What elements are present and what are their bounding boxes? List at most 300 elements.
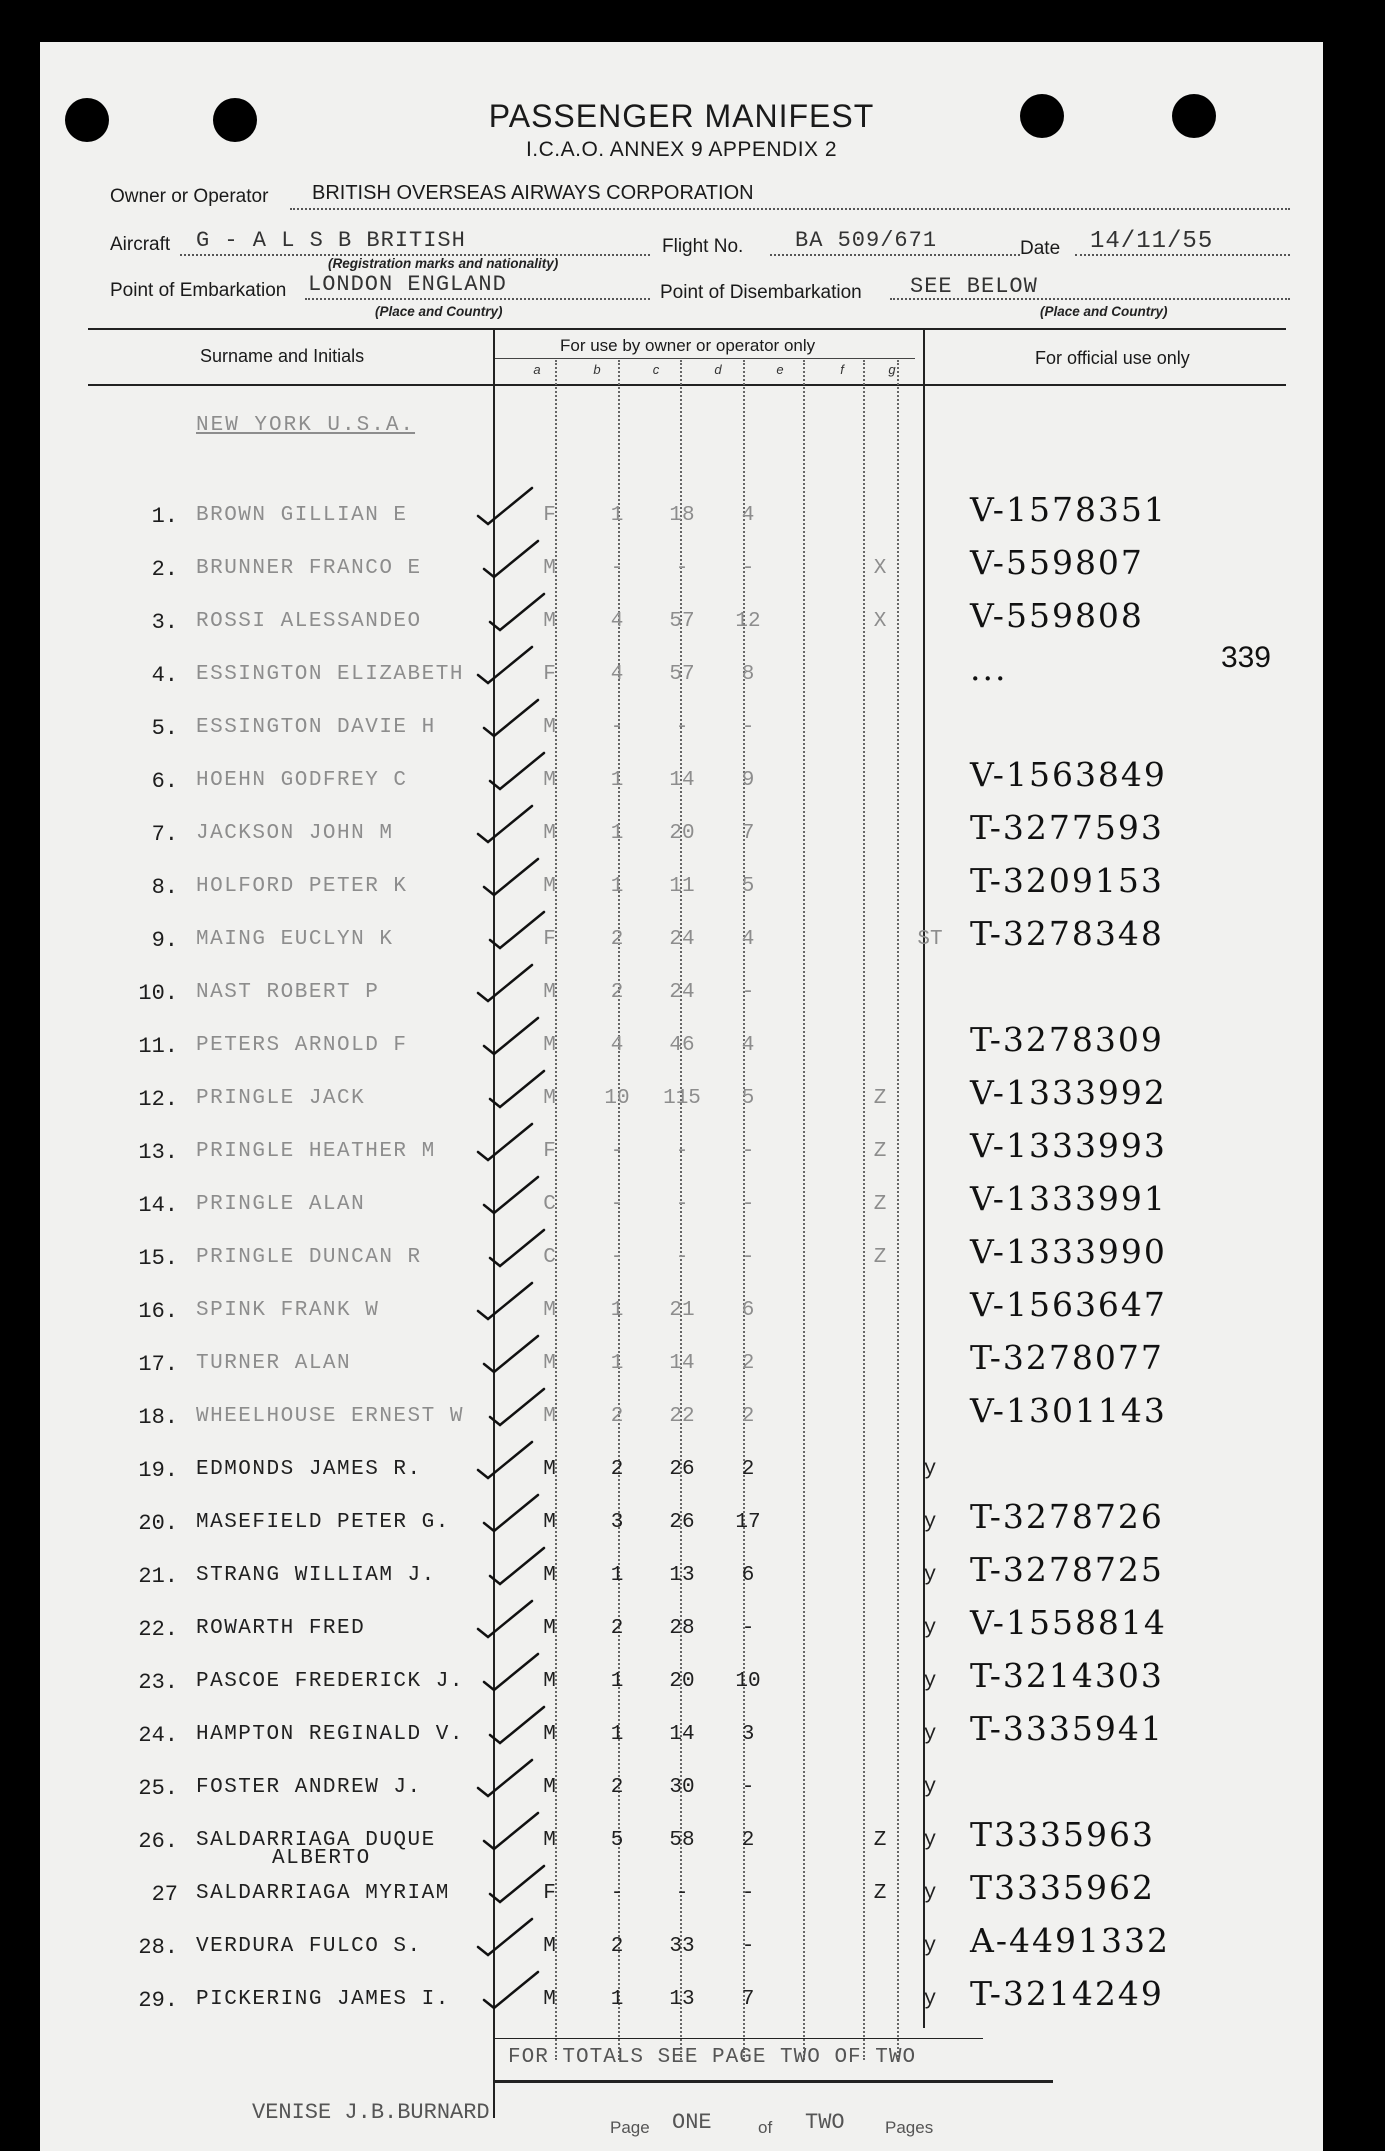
row-number: 14. xyxy=(138,1193,178,1218)
row-number: 22. xyxy=(138,1617,178,1642)
extra-cell: 10 xyxy=(735,1670,761,1693)
pieces-cell: 4 xyxy=(610,610,624,633)
flag-g-cell: y xyxy=(923,1882,937,1905)
pieces-cell: 1 xyxy=(610,1299,624,1322)
check-mark-icon xyxy=(476,1966,556,2016)
pieces-cell: 2 xyxy=(610,1776,624,1799)
flag-g-cell: ST xyxy=(917,928,943,951)
signature: VENISE J.B.BURNARD xyxy=(252,2100,490,2125)
sex-cell: M xyxy=(543,1829,556,1852)
weight-cell: 24 xyxy=(669,928,695,951)
extra-cell: 3 xyxy=(741,1723,755,1746)
row-number: 18. xyxy=(138,1405,178,1430)
passenger-name: PRINGLE ALAN xyxy=(196,1193,366,1216)
weight-cell: 57 xyxy=(669,610,695,633)
sex-cell: F xyxy=(543,1882,556,1905)
official-number: V-1578351 xyxy=(970,490,1167,529)
weight-cell: - xyxy=(675,1140,689,1163)
sex-cell: F xyxy=(543,1140,556,1163)
sex-cell: M xyxy=(543,1511,556,1534)
row-number: 1. xyxy=(151,504,178,529)
sex-cell: M xyxy=(543,1670,556,1693)
flag-g-cell: y xyxy=(923,1458,937,1481)
weight-cell: 13 xyxy=(669,1988,695,2011)
sex-cell: M xyxy=(543,557,556,580)
row-number: 3. xyxy=(151,610,178,635)
extra-cell: - xyxy=(741,1193,755,1216)
row-number: 27 xyxy=(151,1882,178,1907)
extra-cell: 9 xyxy=(741,769,755,792)
pieces-cell: 1 xyxy=(610,769,624,792)
extra-cell: - xyxy=(741,981,755,1004)
row-number: 23. xyxy=(138,1670,178,1695)
sex-cell: M xyxy=(543,1458,556,1481)
row-number: 10. xyxy=(138,981,178,1006)
official-number: T-3278077 xyxy=(970,1338,1164,1377)
check-mark-icon xyxy=(476,1171,556,1221)
weight-cell: - xyxy=(675,716,689,739)
of-value: TWO xyxy=(805,2110,845,2135)
row-number: 28. xyxy=(138,1935,178,1960)
passenger-name: JACKSON JOHN M xyxy=(196,822,394,845)
passenger-name: MASEFIELD PETER G. xyxy=(196,1511,450,1534)
passenger-name: HAMPTON REGINALD V. xyxy=(196,1723,464,1746)
passenger-name: WHEELHOUSE ERNEST W xyxy=(196,1405,464,1428)
date-label: Date xyxy=(1020,238,1061,259)
table-row xyxy=(40,981,1323,1021)
flag-f-cell: Z xyxy=(873,1829,887,1852)
check-mark-icon xyxy=(476,1012,556,1062)
weight-cell: 14 xyxy=(669,769,695,792)
pieces-cell: - xyxy=(610,716,624,739)
row-number: 12. xyxy=(138,1087,178,1112)
check-mark-icon xyxy=(470,1595,550,1645)
pieces-cell: - xyxy=(610,1140,624,1163)
row-number: 19. xyxy=(138,1458,178,1483)
check-mark-icon xyxy=(476,1648,556,1698)
pieces-cell: - xyxy=(610,1882,624,1905)
pieces-cell: 2 xyxy=(610,981,624,1004)
official-number: V-559807 xyxy=(970,543,1144,582)
extra-cell: - xyxy=(741,1776,755,1799)
manifest-sheet xyxy=(40,42,1323,2151)
weight-cell: 115 xyxy=(663,1087,701,1110)
table-row xyxy=(40,1232,1323,1286)
extra-cell: 4 xyxy=(741,928,755,951)
document-title: PASSENGER MANIFEST xyxy=(488,98,875,134)
pieces-cell: 2 xyxy=(610,1405,624,1428)
extra-cell: 12 xyxy=(735,610,761,633)
aircraft-label: Aircraft xyxy=(110,234,171,255)
row-number: 24. xyxy=(138,1723,178,1748)
pieces-cell: 2 xyxy=(610,1935,624,1958)
extra-cell: 6 xyxy=(741,1299,755,1322)
row-number: 26. xyxy=(138,1829,178,1854)
table-row xyxy=(40,1974,1323,2028)
table-row xyxy=(40,1179,1323,1233)
weight-cell: 22 xyxy=(669,1405,695,1428)
check-mark-icon xyxy=(476,1807,556,1857)
weight-cell: 13 xyxy=(669,1564,695,1587)
official-number: V-1333992 xyxy=(970,1073,1167,1112)
sex-cell: F xyxy=(543,663,556,686)
pieces-cell: 2 xyxy=(610,1617,624,1640)
check-mark-icon xyxy=(482,906,562,956)
extra-cell: - xyxy=(741,1882,755,1905)
weight-cell: - xyxy=(675,1246,689,1269)
pieces-cell: 2 xyxy=(610,1458,624,1481)
official-number: V-1333991 xyxy=(970,1179,1167,1218)
flag-f-cell: Z xyxy=(873,1193,887,1216)
table-row xyxy=(40,1126,1323,1180)
flag-g-cell: y xyxy=(923,1988,937,2011)
row-number: 25. xyxy=(138,1776,178,1801)
check-mark-icon xyxy=(476,853,556,903)
sex-cell: M xyxy=(543,981,556,1004)
extra-cell: 2 xyxy=(741,1458,755,1481)
passenger-name: SALDARRIAGA DUQUE xyxy=(196,1829,436,1852)
sex-cell: M xyxy=(543,1935,556,1958)
official-number: T-3278725 xyxy=(970,1550,1164,1589)
pieces-cell: - xyxy=(610,1193,624,1216)
extra-cell: 2 xyxy=(741,1829,755,1852)
check-mark-icon xyxy=(476,694,556,744)
passenger-name: BROWN GILLIAN E xyxy=(196,504,408,527)
sex-cell: M xyxy=(543,1034,556,1057)
table-row xyxy=(40,1391,1323,1445)
table-row xyxy=(40,808,1323,862)
pieces-cell: 5 xyxy=(610,1829,624,1852)
sex-cell: M xyxy=(543,1087,556,1110)
passenger-name: SALDARRIAGA MYRIAM xyxy=(196,1882,450,1905)
extra-cell: - xyxy=(741,1617,755,1640)
table-row xyxy=(40,1868,1323,1922)
table-row xyxy=(40,1921,1323,1975)
table-row xyxy=(40,1815,1323,1870)
owner-use-header: For use by owner or operator only xyxy=(560,336,816,355)
passenger-name: PRINGLE HEATHER M xyxy=(196,1140,436,1163)
official-number: V-1563647 xyxy=(970,1285,1167,1324)
official-number: T-3214303 xyxy=(970,1656,1164,1695)
flag-g-cell: y xyxy=(923,1670,937,1693)
table-row xyxy=(40,1497,1323,1551)
official-number: T-3335941 xyxy=(970,1709,1164,1748)
aircraft-note: (Registration marks and nationality) xyxy=(328,256,559,271)
subcolumn-c: c xyxy=(652,362,660,377)
subcolumn-e: e xyxy=(776,362,784,377)
check-mark-icon xyxy=(470,1436,550,1486)
official-number: A-4491332 xyxy=(970,1921,1170,1960)
check-mark-icon xyxy=(470,800,550,850)
check-mark-icon xyxy=(476,535,556,585)
passenger-name: PRINGLE DUNCAN R xyxy=(196,1246,422,1269)
official-number: V-559808 xyxy=(970,596,1144,635)
official-number: T-3278309 xyxy=(970,1020,1164,1059)
extra-cell: - xyxy=(741,716,755,739)
row-number: 13. xyxy=(138,1140,178,1165)
table-row xyxy=(40,1776,1323,1816)
page-value: ONE xyxy=(672,2110,712,2135)
sex-cell: M xyxy=(543,1776,556,1799)
destination-heading: NEW YORK U.S.A. xyxy=(196,414,416,437)
sex-cell: C xyxy=(543,1193,556,1216)
official-use-header: For official use only xyxy=(1035,348,1190,368)
official-number: ... xyxy=(970,649,1008,688)
date-value: 14/11/55 xyxy=(1090,228,1214,255)
table-row xyxy=(40,490,1323,544)
owner-label: Owner or Operator xyxy=(110,186,269,207)
pieces-cell: - xyxy=(610,557,624,580)
check-mark-icon xyxy=(470,1754,550,1804)
table-row xyxy=(40,1550,1323,1604)
flight-value: BA 509/671 xyxy=(795,228,938,253)
passenger-name: ROSSI ALESSANDEO xyxy=(196,610,422,633)
flight-label: Flight No. xyxy=(662,236,744,257)
weight-cell: 57 xyxy=(669,663,695,686)
page-label: Page xyxy=(610,2118,650,2137)
row-number: 15. xyxy=(138,1246,178,1271)
passenger-name: SPINK FRANK W xyxy=(196,1299,380,1322)
flag-f-cell: Z xyxy=(873,1882,887,1905)
extra-cell: 8 xyxy=(741,663,755,686)
passenger-name: HOEHN GODFREY C xyxy=(196,769,408,792)
weight-cell: - xyxy=(675,557,689,580)
embarkation-value: LONDON ENGLAND xyxy=(308,272,507,297)
flag-f-cell: X xyxy=(873,610,887,633)
official-number: T3335962 xyxy=(970,1868,1155,1907)
row-number: 4. xyxy=(151,663,178,688)
disembarkation-value: SEE BELOW xyxy=(910,274,1038,299)
disembarkation-label: Point of Disembarkation xyxy=(660,282,862,303)
sex-cell: M xyxy=(543,1988,556,2011)
table-row xyxy=(40,716,1323,756)
row-number: 16. xyxy=(138,1299,178,1324)
official-number: V-1333993 xyxy=(970,1126,1167,1165)
flag-g-cell: y xyxy=(923,1617,937,1640)
row-number: 8. xyxy=(151,875,178,900)
extra-cell: 5 xyxy=(741,875,755,898)
sex-cell: M xyxy=(543,875,556,898)
official-number: V-1563849 xyxy=(970,755,1167,794)
passenger-name: PRINGLE JACK xyxy=(196,1087,366,1110)
row-number: 7. xyxy=(151,822,178,847)
row-number: 2. xyxy=(151,557,178,582)
extra-cell: 6 xyxy=(741,1564,755,1587)
flag-f-cell: Z xyxy=(873,1140,887,1163)
weight-cell: 30 xyxy=(669,1776,695,1799)
extra-cell: 7 xyxy=(741,822,755,845)
table-row xyxy=(40,596,1323,650)
check-mark-icon xyxy=(482,1542,562,1592)
check-mark-icon xyxy=(476,1330,556,1380)
table-row xyxy=(40,1656,1323,1710)
passenger-name: VERDURA FULCO S. xyxy=(196,1935,422,1958)
row-number: 21. xyxy=(138,1564,178,1589)
table-row xyxy=(40,861,1323,915)
table-row xyxy=(40,1073,1323,1127)
extra-cell: 5 xyxy=(741,1087,755,1110)
pieces-cell: 1 xyxy=(610,1352,624,1375)
table-row xyxy=(40,914,1323,968)
flag-f-cell: X xyxy=(873,557,887,580)
subcolumn-b: b xyxy=(593,362,601,377)
official-number: T-3278348 xyxy=(970,914,1164,953)
owner-value: BRITISH OVERSEAS AIRWAYS CORPORATION xyxy=(312,182,754,204)
check-mark-icon xyxy=(476,1489,556,1539)
flag-g-cell: y xyxy=(923,1935,937,1958)
weight-cell: 46 xyxy=(669,1034,695,1057)
passenger-name: PASCOE FREDERICK J. xyxy=(196,1670,464,1693)
pieces-cell: 1 xyxy=(610,1564,624,1587)
passenger-name: MAING EUCLYN K xyxy=(196,928,394,951)
pieces-cell: 2 xyxy=(610,928,624,951)
weight-cell: 18 xyxy=(669,504,695,527)
subcolumn-d: d xyxy=(714,362,722,377)
pieces-cell: 10 xyxy=(604,1087,630,1110)
weight-cell: 33 xyxy=(669,1935,695,1958)
table-row xyxy=(40,1285,1323,1339)
passenger-name: BRUNNER FRANCO E xyxy=(196,557,422,580)
passenger-name: ESSINGTON ELIZABETH xyxy=(196,663,464,686)
weight-cell: 26 xyxy=(669,1511,695,1534)
sex-cell: M xyxy=(543,1352,556,1375)
row-number: 6. xyxy=(151,769,178,794)
disembarkation-note: (Place and Country) xyxy=(1040,304,1168,319)
check-mark-icon xyxy=(482,1860,562,1910)
check-mark-icon xyxy=(470,1277,550,1327)
official-number: T-3277593 xyxy=(970,808,1164,847)
pieces-cell: 1 xyxy=(610,875,624,898)
table-row xyxy=(40,1603,1323,1657)
passenger-name: NAST ROBERT P xyxy=(196,981,380,1004)
sex-cell: M xyxy=(543,1405,556,1428)
extra-cell: - xyxy=(741,1935,755,1958)
table-row xyxy=(40,543,1323,597)
sex-cell: M xyxy=(543,1723,556,1746)
extra-cell: - xyxy=(741,557,755,580)
page-count-note: 339 xyxy=(1220,641,1271,674)
flag-g-cell: y xyxy=(923,1511,937,1534)
official-number: V-1333990 xyxy=(970,1232,1167,1271)
passenger-name: ESSINGTON DAVIE H xyxy=(196,716,436,739)
pieces-cell: 4 xyxy=(610,663,624,686)
extra-cell: 7 xyxy=(741,1988,755,2011)
embarkation-label: Point of Embarkation xyxy=(110,280,287,301)
official-number: V-1301143 xyxy=(970,1391,1167,1430)
weight-cell: 24 xyxy=(669,981,695,1004)
check-mark-icon xyxy=(482,588,562,638)
check-mark-icon xyxy=(470,1118,550,1168)
check-mark-icon xyxy=(482,1701,562,1751)
weight-cell: - xyxy=(675,1193,689,1216)
sex-cell: M xyxy=(543,1564,556,1587)
check-mark-icon xyxy=(470,641,550,691)
flag-f-cell: Z xyxy=(873,1246,887,1269)
extra-cell: 2 xyxy=(741,1405,755,1428)
extra-cell: 4 xyxy=(741,504,755,527)
table-row xyxy=(40,755,1323,809)
sex-cell: M xyxy=(543,822,556,845)
pieces-cell: 1 xyxy=(610,1988,624,2011)
weight-cell: 14 xyxy=(669,1723,695,1746)
flag-g-cell: y xyxy=(923,1776,937,1799)
weight-cell: 28 xyxy=(669,1617,695,1640)
check-mark-icon xyxy=(470,959,550,1009)
surname-column-header: Surname and Initials xyxy=(200,346,365,366)
row-number: 9. xyxy=(151,928,178,953)
passenger-name-continued: ALBERTO xyxy=(272,1847,371,1870)
passenger-name: STRANG WILLIAM J. xyxy=(196,1564,436,1587)
sex-cell: M xyxy=(543,1299,556,1322)
pieces-cell: 1 xyxy=(610,1670,624,1693)
passenger-name: FOSTER ANDREW J. xyxy=(196,1776,422,1799)
row-number: 29. xyxy=(138,1988,178,2013)
sex-cell: M xyxy=(543,716,556,739)
check-mark-icon xyxy=(482,1065,562,1115)
weight-cell: 20 xyxy=(669,822,695,845)
pieces-cell: 4 xyxy=(610,1034,624,1057)
passenger-name: ROWARTH FRED xyxy=(196,1617,366,1640)
flag-g-cell: y xyxy=(923,1829,937,1852)
table-row xyxy=(40,1020,1323,1074)
table-row xyxy=(40,1709,1323,1763)
pieces-cell: 3 xyxy=(610,1511,624,1534)
sex-cell: F xyxy=(543,928,556,951)
weight-cell: 58 xyxy=(669,1829,695,1852)
pieces-cell: 1 xyxy=(610,822,624,845)
embarkation-note: (Place and Country) xyxy=(375,304,503,319)
sex-cell: M xyxy=(543,769,556,792)
check-mark-icon xyxy=(482,1383,562,1433)
pieces-cell: 1 xyxy=(610,504,624,527)
weight-cell: 14 xyxy=(669,1352,695,1375)
weight-cell: 21 xyxy=(669,1299,695,1322)
subcolumn-f: f xyxy=(840,362,844,377)
sex-cell: M xyxy=(543,1617,556,1640)
official-number: V-1558814 xyxy=(970,1603,1167,1642)
weight-cell: 11 xyxy=(669,875,695,898)
passenger-name: PICKERING JAMES I. xyxy=(196,1988,450,2011)
totals-note: FOR TOTALS SEE PAGE TWO OF TWO xyxy=(508,2046,917,2069)
subcolumn-a: a xyxy=(533,362,541,377)
aircraft-value: G - A L S B BRITISH xyxy=(196,228,466,253)
extra-cell: 17 xyxy=(735,1511,761,1534)
sex-cell: C xyxy=(543,1246,556,1269)
flag-f-cell: Z xyxy=(873,1087,887,1110)
sex-cell: M xyxy=(543,610,556,633)
passenger-name: PETERS ARNOLD F xyxy=(196,1034,408,1057)
check-mark-icon xyxy=(470,482,550,532)
weight-cell: 20 xyxy=(669,1670,695,1693)
subcolumn-g: g xyxy=(888,362,896,377)
row-number: 5. xyxy=(151,716,178,741)
check-mark-icon xyxy=(470,1913,550,1963)
of-label: of xyxy=(758,2118,773,2137)
official-number: T-3278726 xyxy=(970,1497,1164,1536)
weight-cell: 26 xyxy=(669,1458,695,1481)
row-number: 17. xyxy=(138,1352,178,1377)
passenger-name: HOLFORD PETER K xyxy=(196,875,408,898)
document-subtitle: I.C.A.O. ANNEX 9 APPENDIX 2 xyxy=(525,138,838,161)
passenger-name: EDMONDS JAMES R. xyxy=(196,1458,422,1481)
extra-cell: 4 xyxy=(741,1034,755,1057)
passenger-name: TURNER ALAN xyxy=(196,1352,352,1375)
official-number: T-3209153 xyxy=(970,861,1164,900)
table-row xyxy=(40,1338,1323,1392)
flag-g-cell: y xyxy=(923,1723,937,1746)
pieces-cell: 1 xyxy=(610,1723,624,1746)
pieces-cell: - xyxy=(610,1246,624,1269)
